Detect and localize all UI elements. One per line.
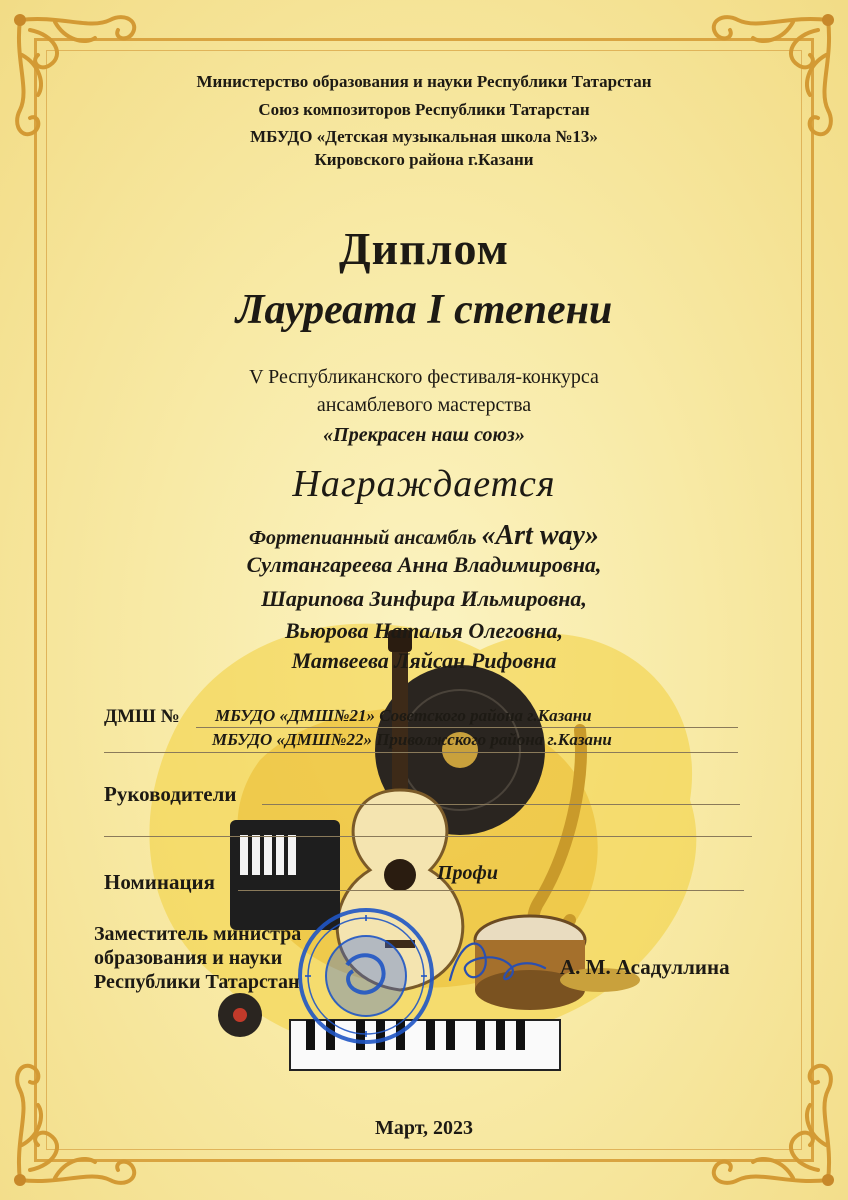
- header-ministry: Министерство образования и науки Республики Татарстан: [196, 72, 652, 91]
- header-composers-union: Союз композиторов Республики Татарстан: [258, 100, 590, 119]
- official-seal-stamp: [295, 905, 437, 1047]
- ensemble-line: [0, 520, 848, 552]
- signatory-position-line-3: Республики Татарстан: [94, 971, 300, 993]
- issue-date: Март, 2023: [374, 1117, 474, 1139]
- handwritten-signature: [440, 930, 550, 1000]
- member-name: Шарипова Зинфира Ильмировна,: [261, 586, 587, 611]
- signatory-position-line-1: Заместитель министра: [94, 923, 302, 945]
- school-label: ДМШ №: [104, 706, 180, 727]
- member-name: Султангареева Анна Владимировна,: [246, 552, 602, 577]
- musical-instruments-illustration: [210, 620, 670, 1090]
- nomination-value: Профи: [437, 862, 498, 884]
- field-underline: [104, 752, 738, 753]
- school-value-2: МБУДО «ДМШ№22» Приволжского района г.Казани: [212, 730, 612, 749]
- awarded-label: Награждается: [292, 463, 556, 505]
- school-value-1: МБУДО «ДМШ№21» Советского района г.Казани: [215, 706, 592, 725]
- leaders-label: Руководители: [104, 782, 237, 806]
- field-underline: [196, 727, 738, 728]
- header-school: МБУДО «Детская музыкальная школа №13»: [250, 127, 598, 146]
- festival-line-1: V Республиканского фестиваля-конкурса: [249, 366, 599, 388]
- ensemble-name: «Art way»: [481, 520, 599, 551]
- diploma-title: Диплом: [339, 223, 509, 274]
- signatory-name: А. М. Асадуллина: [560, 955, 730, 979]
- festival-line-2: ансамблевого мастерства: [316, 394, 532, 416]
- field-underline: [104, 836, 752, 837]
- ensemble-type: Фортепианный ансамбль: [249, 527, 482, 549]
- member-name: Матвеева Ляйсан Рифовна: [291, 648, 557, 673]
- nomination-label: Номинация: [104, 870, 215, 894]
- signatory-position: [94, 922, 301, 994]
- signatory-position-line-2: образования и науки: [94, 947, 283, 969]
- festival-name: «Прекрасен наш союз»: [323, 424, 525, 446]
- diploma-degree: Лауреата I степени: [235, 287, 613, 333]
- field-underline: [262, 804, 740, 805]
- member-name: Вьюрова Наталья Олеговна,: [285, 618, 563, 643]
- header-district: Кировского района г.Казани: [314, 150, 534, 169]
- field-underline: [238, 890, 744, 891]
